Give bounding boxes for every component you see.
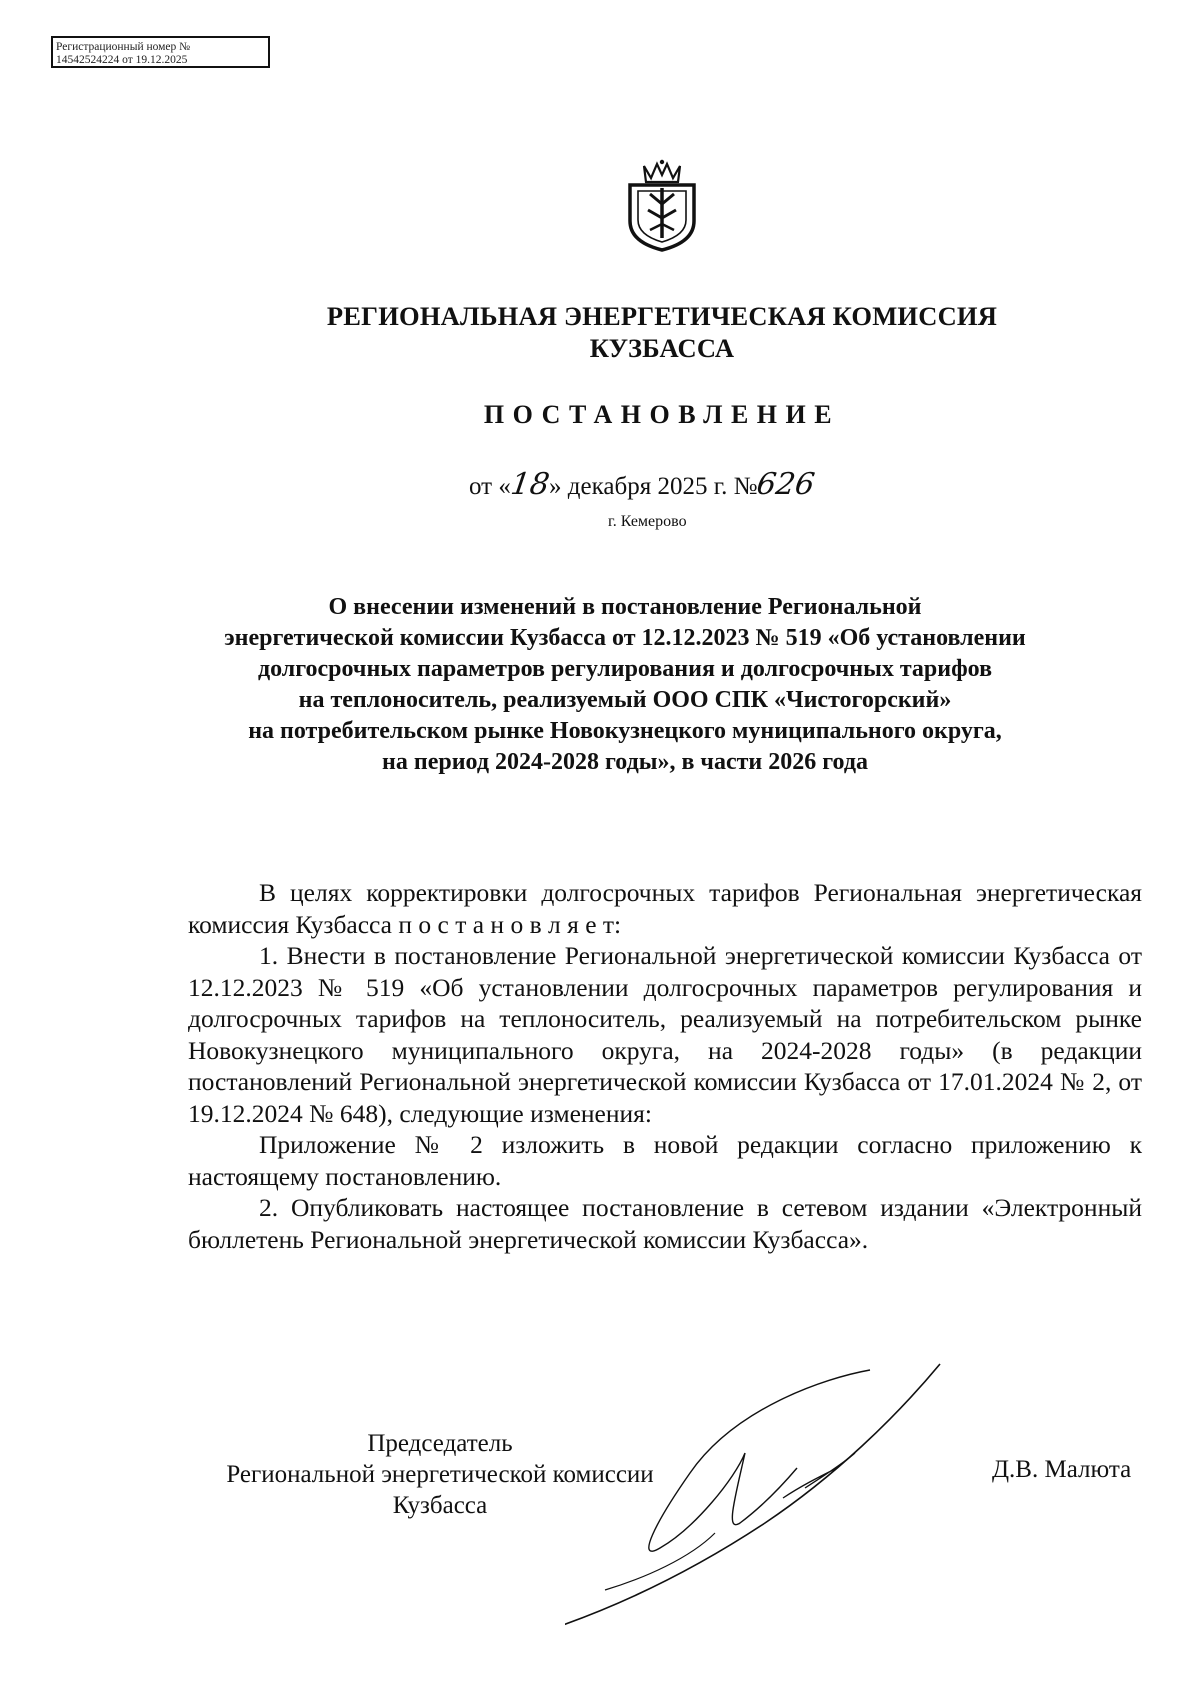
- subject-line: энергетической комиссии Кузбасса от 12.12.2023 № 519 «Об установлении: [224, 625, 1026, 651]
- date-prefix: от «: [469, 473, 511, 500]
- signatory-title-line1: Председатель: [367, 1430, 513, 1457]
- organization-name-line1: РЕГИОНАЛЬНАЯ ЭНЕРГЕТИЧЕСКАЯ КОМИССИЯ: [326, 301, 998, 331]
- registration-stamp: [51, 36, 270, 68]
- handwritten-doc-number: 626: [755, 467, 818, 502]
- document-type-label: ПОСТАНОВЛЕНИЕ: [483, 400, 841, 429]
- signatory-title-line2: Региональной энергетической комиссии: [226, 1461, 654, 1488]
- registration-number: 14542524224 от 19.12.2025: [56, 54, 188, 66]
- handwritten-signature: [565, 1358, 995, 1628]
- subject-line: на период 2024-2028 годы», в части 2026 года: [382, 749, 868, 775]
- subject-line: на теплоноситель, реализуемый ООО СПК «Чистогорский»: [298, 687, 952, 713]
- city: г. Кемерово: [608, 513, 687, 530]
- subject-line: долгосрочных параметров регулирования и долгосрочных тарифов: [257, 656, 993, 682]
- coat-of-arms-emblem-icon: [624, 158, 700, 252]
- document-subject: [0, 592, 1200, 778]
- signatory-title-line3: Кузбасса: [392, 1492, 488, 1519]
- registration-label: Регистрационный номер №: [56, 41, 191, 53]
- body-paragraph-item-1: 1. Внести в постановление Региональной энергетической комиссии Кузбасса от 12.12.2023 № 519 «Об установлении долгосрочных параметров регулирования и долгосрочных тарифов на теплоноситель, реализуемый на потребительском рынке Новокузнецкого муниципального округа, на 2024-2028 годы» (в редакции постановлений Региональной энергетической комиссии Кузбасса от 17.01.2024 № 2, от 19.12.2024 № 648), следующие изменения:: [188, 941, 1142, 1128]
- document-type: [0, 400, 1200, 430]
- body-paragraph-item-2: 2. Опубликовать настоящее постановление в сетевом издании «Электронный бюллетень Региональной энергетической комиссии Кузбасса».: [188, 1193, 1142, 1254]
- signatory-name: Д.В. Малюта: [992, 1456, 1132, 1483]
- date-number-line: [469, 467, 818, 502]
- body-paragraph-appendix: Приложение № 2 изложить в новой редакции согласно приложению к настоящему постановлению.: [188, 1130, 1142, 1191]
- body-paragraph-preamble: В целях корректировки долгосрочных тарифов Региональная энергетическая комиссия Кузбасса п о с т а н о в л я е т:: [188, 878, 1142, 939]
- date-suffix: » декабря 2025 г. №: [549, 473, 758, 500]
- subject-line: на потребительском рынке Новокузнецкого муниципального округа,: [248, 718, 1002, 744]
- subject-line: О внесении изменений в постановление Региональной: [328, 594, 922, 620]
- organization-name-line2: КУЗБАССА: [589, 333, 735, 363]
- handwritten-day: 18: [508, 467, 552, 502]
- document-body: [188, 877, 1142, 1255]
- organization-name: [0, 300, 1200, 364]
